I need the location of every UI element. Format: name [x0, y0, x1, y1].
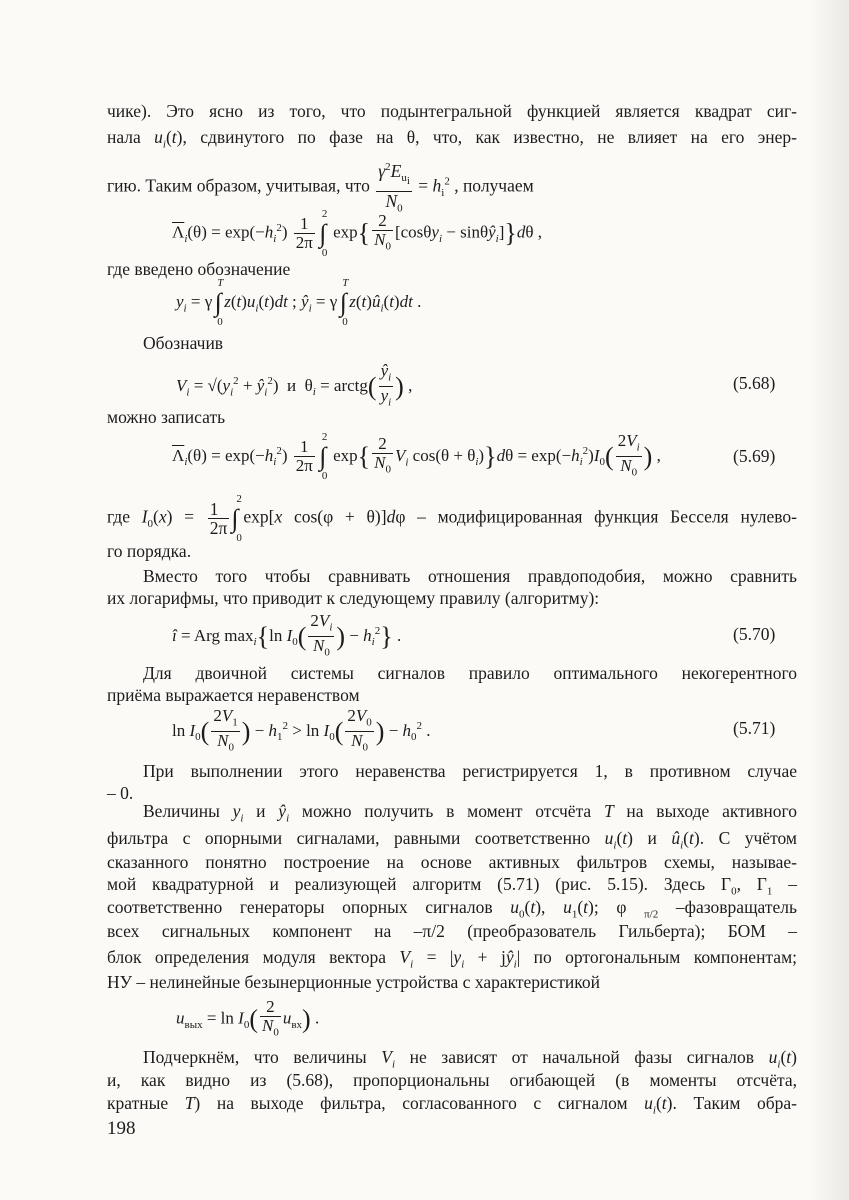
- text-line-13: При выполнении этого неравенства регистрируется 1, в противном случае: [143, 761, 797, 781]
- page-edge-shadow: [809, 0, 849, 1200]
- text-line-20: всех сигнальных компонент на –π/2 (преобразователь Гильберта); БОМ –: [107, 921, 797, 941]
- text-line-15: Величины $y_i$ и $ŷ_i$ можно получить в момент отсчёта T на выходе активного: [143, 801, 797, 825]
- text-line-18: мой квадратурной и реализующей алгоритм (5.71) (рис. 5.15). Здесь $Г_0$, $Г_1$ –: [107, 874, 798, 898]
- text-line-4: где введено обозначение: [107, 259, 291, 279]
- text-line-1: чике). Это ясно из того, что подынтегральной функцией является квадрат сиг-: [107, 101, 797, 121]
- text-line-5: Обозначив: [143, 333, 224, 353]
- text-line-16: фильтра с опорными сигналами, равными соответственно $u_i(t)$ и $û_i(t)$. С учётом: [107, 828, 797, 852]
- text-line-23: Подчеркнём, что величины $V_i$ не зависят от начальной фазы сигналов $u_i(t)$: [143, 1047, 797, 1071]
- text-line-25: кратные T) на выходе фильтра, согласованного с сигналом $u_i(t)$. Таким обра-: [107, 1093, 797, 1117]
- equation-number-5-71: (5.71): [733, 718, 776, 738]
- equation-5-70: î = Arg $\max_i\{\ln$ $I_0$( $\frac{2V_i}{N_0}$ ) − $h_i^2$} .: [172, 611, 402, 659]
- page-number: 198: [107, 1118, 136, 1139]
- equation-number-5-70: (5.70): [733, 624, 776, 644]
- equation-number-5-68: (5.68): [733, 373, 776, 393]
- text-line-6: можно записать: [107, 407, 226, 427]
- text-line-7: где $I_0(x)$ = $\frac{1}{2\pi}$ ∫ 2 0 exp[x cos(φ + θ)]dφ – модифицированная функция Бесселя нулево-: [107, 492, 798, 544]
- equation-5-69: $\overline{\Lambda}_i(\theta) = \exp(-h_i^2)$ $\frac{1}{2\pi}$ ∫ 2 0 exp{ $\frac{2}{N_0}$ $V_i$ $\cos(\theta + \theta_i)\}d\theta = \exp(-h_i^2)I_0$( $\frac{2V_i}{N_0}$ ) ,: [172, 430, 661, 482]
- text-line-10: их логарифмы, что приводит к следующему правилу (алгоритму):: [107, 588, 600, 608]
- text-line-2: нала $u_i(t)$, сдвинутого по фазе на θ, что, как известно, не влияет на его энер-: [107, 127, 797, 151]
- equation-5-68: $V_i = √(y_i^2$ + $ŷ_i^2$) и $\theta_i$ = arctg( $\frac{ŷ_i}{y_i}$ ) ,: [176, 361, 413, 409]
- text-line-22: НУ – нелинейные безынерционные устройства с характеристикой: [107, 972, 600, 992]
- text-line-19: соответственно генераторы опорных сигналов $u_0(t)$, $u_1(t)$; φ $_{\pi/2}$ –фазовращатель: [107, 897, 797, 921]
- text-line-9: Вместо того чтобы сравнивать отношения правдоподобия, можно сравнить: [143, 566, 797, 586]
- text-line-3: гию. Таким образом, учитывая, что $\frac{\gamma^2E_{u_i}}{N_0}$ = $h_i^2$ , получаем: [107, 158, 534, 217]
- text-line-14: – 0.: [107, 783, 134, 803]
- equation-nonlinearity: $u_{вых} = \ln I_0$( $\frac{2}{N_0}$ $u_{вх}$) .: [176, 997, 320, 1039]
- equation-number-5-69: (5.69): [733, 446, 776, 466]
- text-line-8: го порядка.: [107, 541, 192, 561]
- text-line-12: приёма выражается неравенством: [107, 685, 360, 705]
- text-line-11: Для двоичной системы сигналов правило оптимального некогерентного: [143, 663, 797, 683]
- text-line-21: блок определения модуля вектора $V_i = |y_i$ + $jŷ_i|$ по ортогональным компонентам;: [107, 947, 798, 971]
- equation-y-definition: $y_i = \gamma\int$ T 0 $z(t)u_i(t)dt$ ; $ŷ_i = \gamma\int$ T 0 $z(t)û_i(t)dt$ .: [176, 277, 422, 328]
- equation-5-71: $\ln I_0$( $\frac{2V_1}{N_0}$ ) − $h_1^2 > \ln I_0$( $\frac{2V_0}{N_0}$ ) − $h_0^2$ .: [172, 706, 431, 754]
- text-line-17: сказанного понятно построение на основе активных фильтров схемы, называе-: [107, 852, 797, 872]
- equation-lambda-theta: $\overline{\Lambda}_i(\theta) = \exp(-h_i^2)$ $\frac{1}{2\pi}$ ∫ 2 0 exp{ $\frac{2}{N_0}$ [cosθy$_i$ − sinθŷ$_i$]}dθ ,: [172, 207, 543, 259]
- text-line-24: и, как видно из (5.68), пропорциональны огибающей (в моменты отсчёта,: [107, 1070, 797, 1090]
